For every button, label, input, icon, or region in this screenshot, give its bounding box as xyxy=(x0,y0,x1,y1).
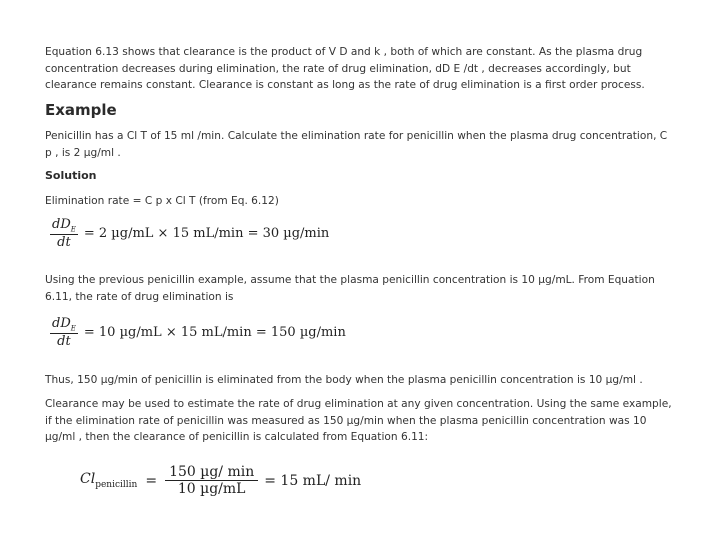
intro-paragraph: Equation 6.13 shows that clearance is the product of V D and k , both of which are constant. As the plasma drug concentration decreases during elimination, the rate of drug elimination, dD E /dt , decreases accordingly, but clearance remains constant. Clearance is constant as long as the rate of drug elimination is a first order process. xyxy=(45,46,645,91)
numerator: dD xyxy=(52,316,71,331)
equation-rhs: = 15 mL/ min xyxy=(264,472,362,489)
fraction-dde-dt xyxy=(50,316,78,349)
equation-clearance-penicillin: $Cl_{penicillin}$ = $\frac{\text{150 µg/ min}}{\text{10 µg/mL}}$ = 15 mL/ min xyxy=(80,464,362,497)
equation-rhs: = 2 µg/mL × 15 mL/min = 30 µg/min xyxy=(83,225,330,241)
fraction-dde-dt xyxy=(50,217,78,250)
fraction-clearance xyxy=(165,464,258,497)
numerator: 150 µg/ min xyxy=(169,464,255,480)
previous-example-paragraph: Using the previous penicillin example, assume that the plasma penicillin concentration is 10 µg/mL. From Equation 6.11, the rate of drug elimination is xyxy=(45,274,655,303)
denominator: dt xyxy=(57,333,71,349)
solution-line: Elimination rate = C p x Cl T (from Eq. 6.12) xyxy=(45,195,279,207)
numerator: dD xyxy=(52,217,71,232)
equation-elimination-rate-150 xyxy=(50,316,346,349)
denominator: dt xyxy=(57,234,71,250)
solution-heading: Solution xyxy=(45,169,97,182)
clearance-paragraph: Clearance may be used to estimate the rate of drug elimination at any given concentration. Using the same example, if the elimination rate of penicillin was measured as 150 µg/min when the plasma penicillin concentration was 10 µg/ml , then the clearance of penicillin is calculated from Equation 6.11: xyxy=(45,398,672,443)
numerator-subscript: E xyxy=(70,225,76,234)
denominator: 10 µg/mL xyxy=(177,481,246,497)
problem-paragraph: Penicillin has a Cl T of 15 ml /min. Calculate the elimination rate for penicillin when the plasma drug concentration, C p , is 2 µg/ml . xyxy=(45,130,668,159)
example-heading: Example xyxy=(45,101,117,119)
clearance-symbol: $Cl_{penicillin}$ xyxy=(80,471,138,490)
numerator-subscript: E xyxy=(70,324,76,333)
thus-paragraph: Thus, 150 µg/min of penicillin is eliminated from the body when the plasma penicillin concentration is 10 µg/ml . xyxy=(45,374,643,386)
equation-elimination-rate-30 xyxy=(50,217,329,250)
equation-rhs: = 10 µg/mL × 15 mL/min = 150 µg/min xyxy=(83,324,346,340)
